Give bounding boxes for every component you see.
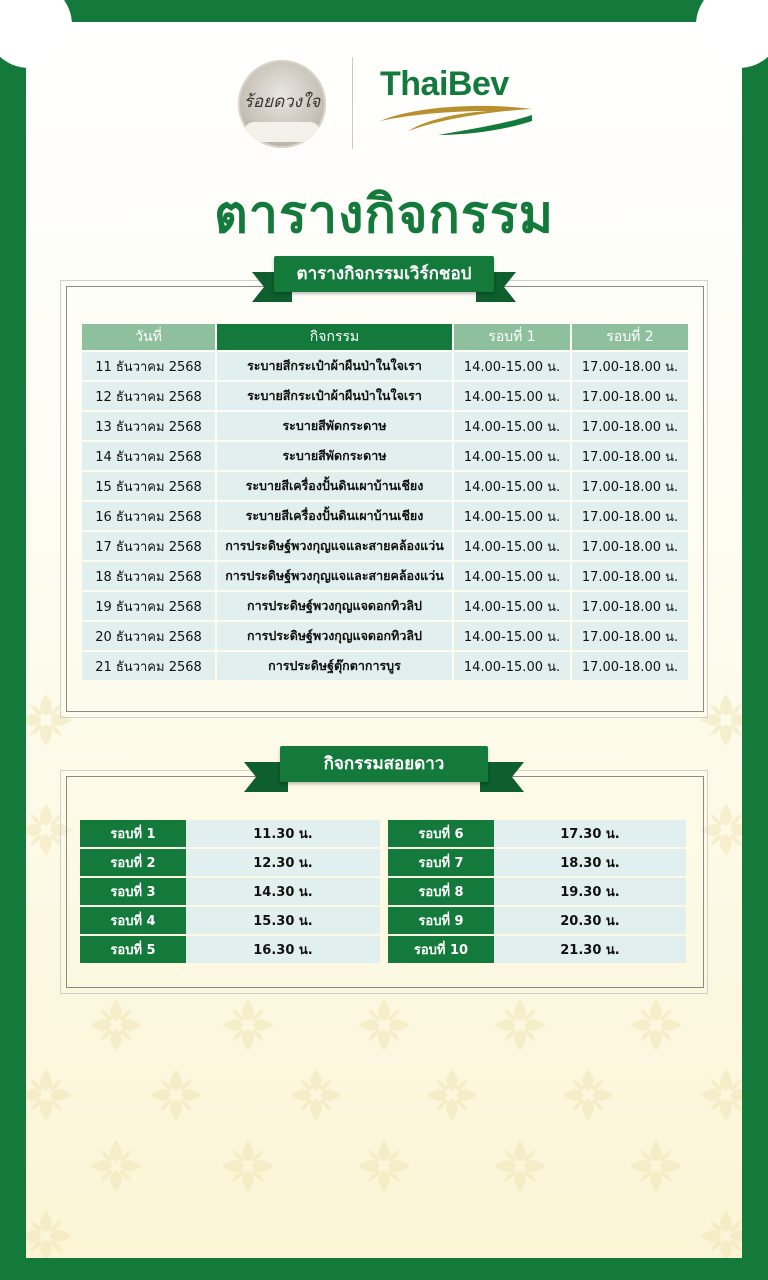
round-time: 16.30 น. — [186, 936, 380, 963]
round-label: รอบที่ 7 — [388, 849, 494, 876]
cell-round-2: 17.00-18.00 น. — [572, 442, 688, 470]
list-item — [80, 907, 380, 934]
cell-round-2: 17.00-18.00 น. — [572, 652, 688, 680]
cell-round-2: 17.00-18.00 น. — [572, 352, 688, 380]
list-item — [388, 820, 686, 847]
cell-date: 20 ธันวาคม 2568 — [82, 622, 215, 650]
cell-activity: ระบายสีเครื่องปั้นดินเผาบ้านเชียง — [217, 472, 452, 500]
table-row — [82, 442, 688, 470]
thaibev-logo-text: ThaiBev — [380, 65, 509, 103]
cell-date: 15 ธันวาคม 2568 — [82, 472, 215, 500]
table-row — [82, 472, 688, 500]
cell-date: 17 ธันวาคม 2568 — [82, 532, 215, 560]
table-row — [82, 352, 688, 380]
table-header-row — [82, 324, 688, 350]
cell-activity: ระบายสีกระเป๋าผ้าผืนป่าในใจเรา — [217, 382, 452, 410]
roi-duang-jai-logo-text: ร้อยดวงใจ — [243, 92, 321, 112]
cell-round-2: 17.00-18.00 น. — [572, 472, 688, 500]
table-row — [82, 532, 688, 560]
cell-round-2: 17.00-18.00 น. — [572, 622, 688, 650]
cell-activity: ระบายสีพัดกระดาษ — [217, 412, 452, 440]
list-item — [80, 936, 380, 963]
list-item — [388, 878, 686, 905]
table-row — [82, 412, 688, 440]
cell-activity: ระบายสีพัดกระดาษ — [217, 442, 452, 470]
cell-round-1: 14.00-15.00 น. — [454, 412, 570, 440]
cell-round-1: 14.00-15.00 น. — [454, 442, 570, 470]
table-row — [82, 502, 688, 530]
roi-duang-jai-logo — [238, 60, 326, 148]
logo-divider — [352, 57, 353, 149]
header-logos — [0, 55, 768, 155]
cell-round-2: 17.00-18.00 น. — [572, 562, 688, 590]
list-item — [388, 849, 686, 876]
cell-round-1: 14.00-15.00 น. — [454, 622, 570, 650]
cell-round-1: 14.00-15.00 น. — [454, 652, 570, 680]
round-label: รอบที่ 9 — [388, 907, 494, 934]
cell-round-2: 17.00-18.00 น. — [572, 592, 688, 620]
round-time: 12.30 น. — [186, 849, 380, 876]
cell-activity: การประดิษฐ์พวงกุญแจดอกทิวลิป — [217, 592, 452, 620]
list-item — [80, 820, 380, 847]
cell-round-1: 14.00-15.00 น. — [454, 592, 570, 620]
round-label: รอบที่ 6 — [388, 820, 494, 847]
round-time: 19.30 น. — [494, 878, 686, 905]
round-time: 15.30 น. — [186, 907, 380, 934]
round-label: รอบที่ 8 — [388, 878, 494, 905]
cell-round-1: 14.00-15.00 น. — [454, 532, 570, 560]
cell-round-1: 14.00-15.00 น. — [454, 562, 570, 590]
round-label: รอบที่ 5 — [80, 936, 186, 963]
roving-rounds-left — [80, 818, 380, 965]
table-row — [82, 652, 688, 680]
table-row — [82, 382, 688, 410]
cell-round-1: 14.00-15.00 น. — [454, 382, 570, 410]
round-time: 17.30 น. — [494, 820, 686, 847]
round-time: 20.30 น. — [494, 907, 686, 934]
header-round-2: รอบที่ 2 — [572, 324, 688, 350]
thaibev-swoosh-icon — [378, 101, 534, 137]
cell-date: 13 ธันวาคม 2568 — [82, 412, 215, 440]
cell-round-1: 14.00-15.00 น. — [454, 352, 570, 380]
cell-date: 14 ธันวาคม 2568 — [82, 442, 215, 470]
workshop-schedule-table — [80, 322, 690, 682]
cell-date: 21 ธันวาคม 2568 — [82, 652, 215, 680]
cell-round-2: 17.00-18.00 น. — [572, 412, 688, 440]
cell-round-2: 17.00-18.00 น. — [572, 532, 688, 560]
round-label: รอบที่ 10 — [388, 936, 494, 963]
header-date: วันที่ — [82, 324, 215, 350]
round-time: 11.30 น. — [186, 820, 380, 847]
list-item — [80, 878, 380, 905]
cell-date: 11 ธันวาคม 2568 — [82, 352, 215, 380]
round-time: 21.30 น. — [494, 936, 686, 963]
list-item — [388, 936, 686, 963]
page-title: ตารางกิจกรรม — [213, 185, 555, 245]
table-row — [82, 592, 688, 620]
cell-date: 18 ธันวาคม 2568 — [82, 562, 215, 590]
round-label: รอบที่ 1 — [80, 820, 186, 847]
table-row — [82, 622, 688, 650]
header-round-1: รอบที่ 1 — [454, 324, 570, 350]
header-activity: กิจกรรม — [217, 324, 452, 350]
round-label: รอบที่ 3 — [80, 878, 186, 905]
round-label: รอบที่ 4 — [80, 907, 186, 934]
cell-round-2: 17.00-18.00 น. — [572, 502, 688, 530]
cell-date: 12 ธันวาคม 2568 — [82, 382, 215, 410]
list-item — [80, 849, 380, 876]
cell-round-1: 14.00-15.00 น. — [454, 502, 570, 530]
table-row — [82, 562, 688, 590]
workshop-ribbon-label: ตารางกิจกรรมเวิร์กชอป — [274, 256, 494, 292]
cell-date: 16 ธันวาคม 2568 — [82, 502, 215, 530]
cell-activity: การประดิษฐ์ตุ๊กตาการบูร — [217, 652, 452, 680]
flower-decoration — [244, 122, 320, 142]
cell-round-2: 17.00-18.00 น. — [572, 382, 688, 410]
cell-activity: การประดิษฐ์พวงกุญแจและสายคล้องแว่น — [217, 562, 452, 590]
cell-activity: ระบายสีกระเป๋าผ้าผืนป่าในใจเรา — [217, 352, 452, 380]
cell-activity: การประดิษฐ์พวงกุญแจดอกทิวลิป — [217, 622, 452, 650]
round-time: 14.30 น. — [186, 878, 380, 905]
cell-date: 19 ธันวาคม 2568 — [82, 592, 215, 620]
roving-rounds-right — [388, 818, 686, 965]
round-time: 18.30 น. — [494, 849, 686, 876]
cell-round-1: 14.00-15.00 น. — [454, 472, 570, 500]
roving-ribbon-label: กิจกรรมสอยดาว — [280, 746, 488, 782]
cell-activity: ระบายสีเครื่องปั้นดินเผาบ้านเชียง — [217, 502, 452, 530]
cell-activity: การประดิษฐ์พวงกุญแจและสายคล้องแว่น — [217, 532, 452, 560]
list-item — [388, 907, 686, 934]
round-label: รอบที่ 2 — [80, 849, 186, 876]
